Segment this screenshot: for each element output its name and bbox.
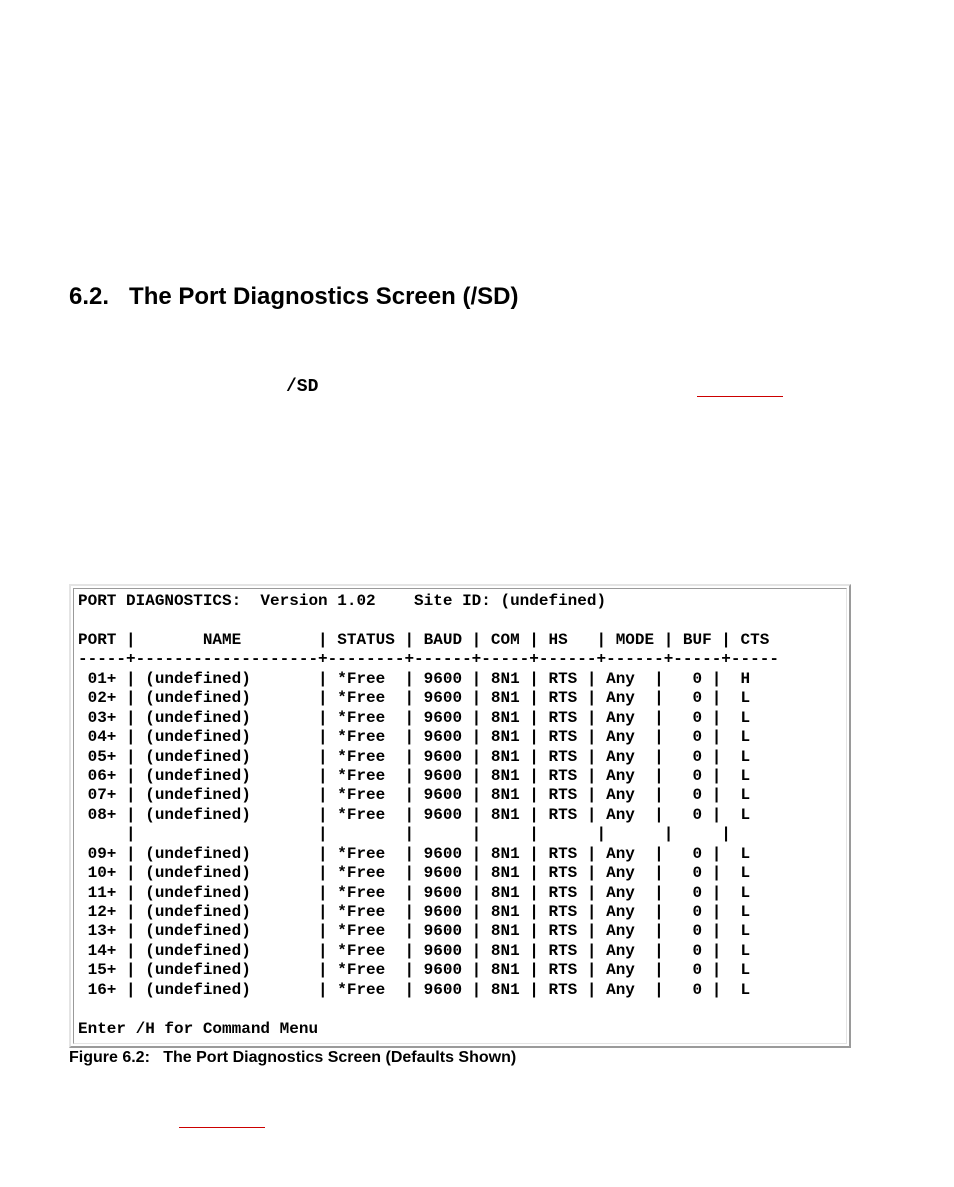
terminal-output <box>73 588 847 1044</box>
table-row: 06+ | (undefined) | *Free | 9600 | 8N1 | RTS | Any | 0 | L <box>78 766 751 785</box>
section-heading: 6.2. The Port Diagnostics Screen (/SD) <box>69 283 519 310</box>
table-spacer-row: | | | | | | | | <box>78 825 731 844</box>
table-row: 16+ | (undefined) | *Free | 9600 | 8N1 | RTS | Any | 0 | L <box>78 980 751 999</box>
cross-reference-link[interactable] <box>697 396 783 397</box>
table-header: PORT | NAME | STATUS | BAUD | COM | HS | MODE | BUF | CTS <box>78 630 770 649</box>
table-row: 13+ | (undefined) | *Free | 9600 | 8N1 | RTS | Any | 0 | L <box>78 922 751 941</box>
blank-line <box>78 1000 846 1019</box>
port-diagnostics-screen <box>69 584 851 1048</box>
screen-title-line: PORT DIAGNOSTICS: Version 1.02 Site ID: (undefined) <box>78 592 607 610</box>
table-row: 15+ | (undefined) | *Free | 9600 | 8N1 | RTS | Any | 0 | L <box>78 961 751 980</box>
table-separator: -----+-------------------+--------+------+-----+------+------+-----+----- <box>78 650 779 669</box>
command-text: /SD <box>286 377 319 397</box>
table-row: 02+ | (undefined) | *Free | 9600 | 8N1 | RTS | Any | 0 | L <box>78 689 751 708</box>
cross-reference-link[interactable] <box>179 1127 265 1128</box>
table-row: 09+ | (undefined) | *Free | 9600 | 8N1 | RTS | Any | 0 | L <box>78 844 751 863</box>
table-row: 04+ | (undefined) | *Free | 9600 | 8N1 | RTS | Any | 0 | L <box>78 728 751 747</box>
table-row: 01+ | (undefined) | *Free | 9600 | 8N1 | RTS | Any | 0 | H <box>78 669 751 688</box>
table-row: 11+ | (undefined) | *Free | 9600 | 8N1 | RTS | Any | 0 | L <box>78 883 751 902</box>
table-row: 03+ | (undefined) | *Free | 9600 | 8N1 | RTS | Any | 0 | L <box>78 708 751 727</box>
blank-line <box>78 611 846 630</box>
table-row: 14+ | (undefined) | *Free | 9600 | 8N1 | RTS | Any | 0 | L <box>78 941 751 960</box>
table-row: 08+ | (undefined) | *Free | 9600 | 8N1 | RTS | Any | 0 | L <box>78 805 751 824</box>
table-row: 05+ | (undefined) | *Free | 9600 | 8N1 | RTS | Any | 0 | L <box>78 747 751 766</box>
table-row: 12+ | (undefined) | *Free | 9600 | 8N1 | RTS | Any | 0 | L <box>78 903 751 921</box>
figure-caption: Figure 6.2: The Port Diagnostics Screen (Defaults Shown) <box>69 1049 517 1066</box>
table-row: 10+ | (undefined) | *Free | 9600 | 8N1 | RTS | Any | 0 | L <box>78 864 751 883</box>
table-row: 07+ | (undefined) | *Free | 9600 | 8N1 | RTS | Any | 0 | L <box>78 786 751 805</box>
screen-footer-line: Enter /H for Command Menu <box>78 1019 319 1038</box>
